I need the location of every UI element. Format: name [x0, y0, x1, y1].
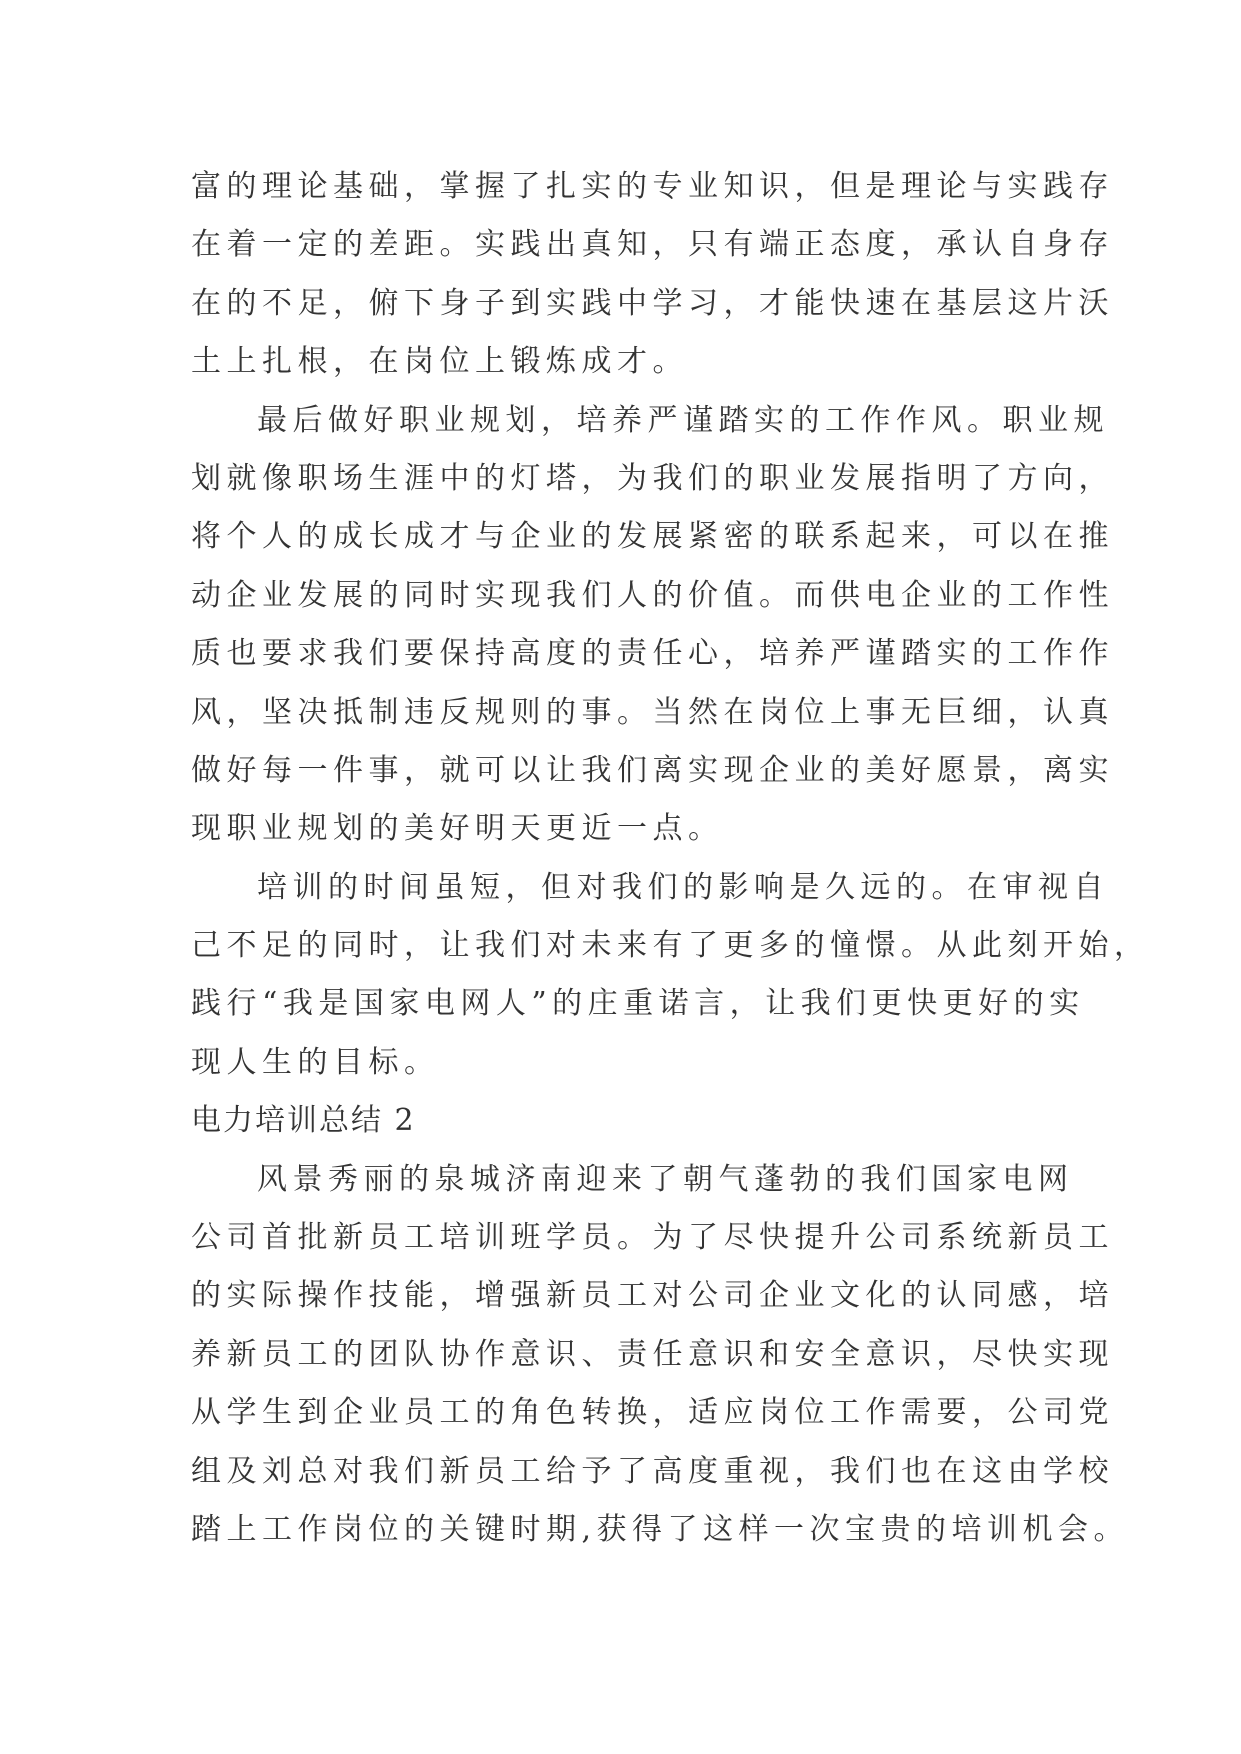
body-line: 公司首批新员工培训班学员。为了尽快提升公司系统新员工: [191, 1220, 1114, 1256]
document-body: [191, 158, 1150, 1559]
section-heading: 电力培训总结 2: [191, 1103, 416, 1139]
body-line: 质也要求我们要保持高度的责任心，培养严谨踏实的工作作: [191, 636, 1114, 672]
body-line: 从学生到企业员工的角色转换，适应岗位工作需要，公司党: [191, 1395, 1114, 1431]
body-line: 富的理论基础，掌握了扎实的专业知识，但是理论与实践存: [191, 169, 1114, 204]
body-line: 划就像职场生涯中的灯塔，为我们的职业发展指明了方向，: [191, 460, 1114, 496]
body-line: 践行“我是国家电网人”的庄重诺言，让我们更快更好的实: [191, 986, 1085, 1022]
paragraph-first-line: 风景秀丽的泉城济南迎来了朝气蓬勃的我们国家电网: [257, 1161, 1074, 1197]
body-line: 现人生的目标。: [191, 1044, 440, 1080]
body-line: 将个人的成长成才与企业的发展紧密的联系起来，可以在推: [191, 519, 1114, 555]
body-line: 动企业发展的同时实现我们人的价值。而供电企业的工作性: [191, 577, 1114, 613]
body-line: 做好每一件事，就可以让我们离实现企业的美好愿景，离实: [191, 752, 1114, 788]
body-line: 养新员工的团队协作意识、责任意识和安全意识，尽快实现: [191, 1336, 1114, 1372]
paragraph-first-line: 最后做好职业规划，培养严谨踏实的工作作风。职业规: [257, 402, 1109, 438]
body-line: 己不足的同时，让我们对未来有了更多的憧憬。从此刻开始，: [191, 928, 1150, 964]
body-line: 组及刘总对我们新员工给予了高度重视，我们也在这由学校: [191, 1453, 1114, 1489]
body-line: 现职业规划的美好明天更近一点。: [191, 811, 724, 847]
body-line: 在着一定的差距。实践出真知，只有端正态度，承认自身存: [191, 227, 1114, 263]
paragraph-first-line: 培训的时间虽短，但对我们的影响是久远的。在审视自: [257, 869, 1109, 905]
body-line: 土上扎根，在岗位上锻炼成才。: [191, 344, 688, 380]
body-line: 风，坚决抵制违反规则的事。当然在岗位上事无巨细，认真: [191, 694, 1114, 730]
body-line: 在的不足，俯下身子到实践中学习，才能快速在基层这片沃: [191, 285, 1114, 321]
body-line: 的实际操作技能，增强新员工对公司企业文化的认同感，培: [191, 1278, 1114, 1314]
body-line: 踏上工作岗位的关键时期,获得了这样一次宝贵的培训机会。: [191, 1511, 1130, 1547]
